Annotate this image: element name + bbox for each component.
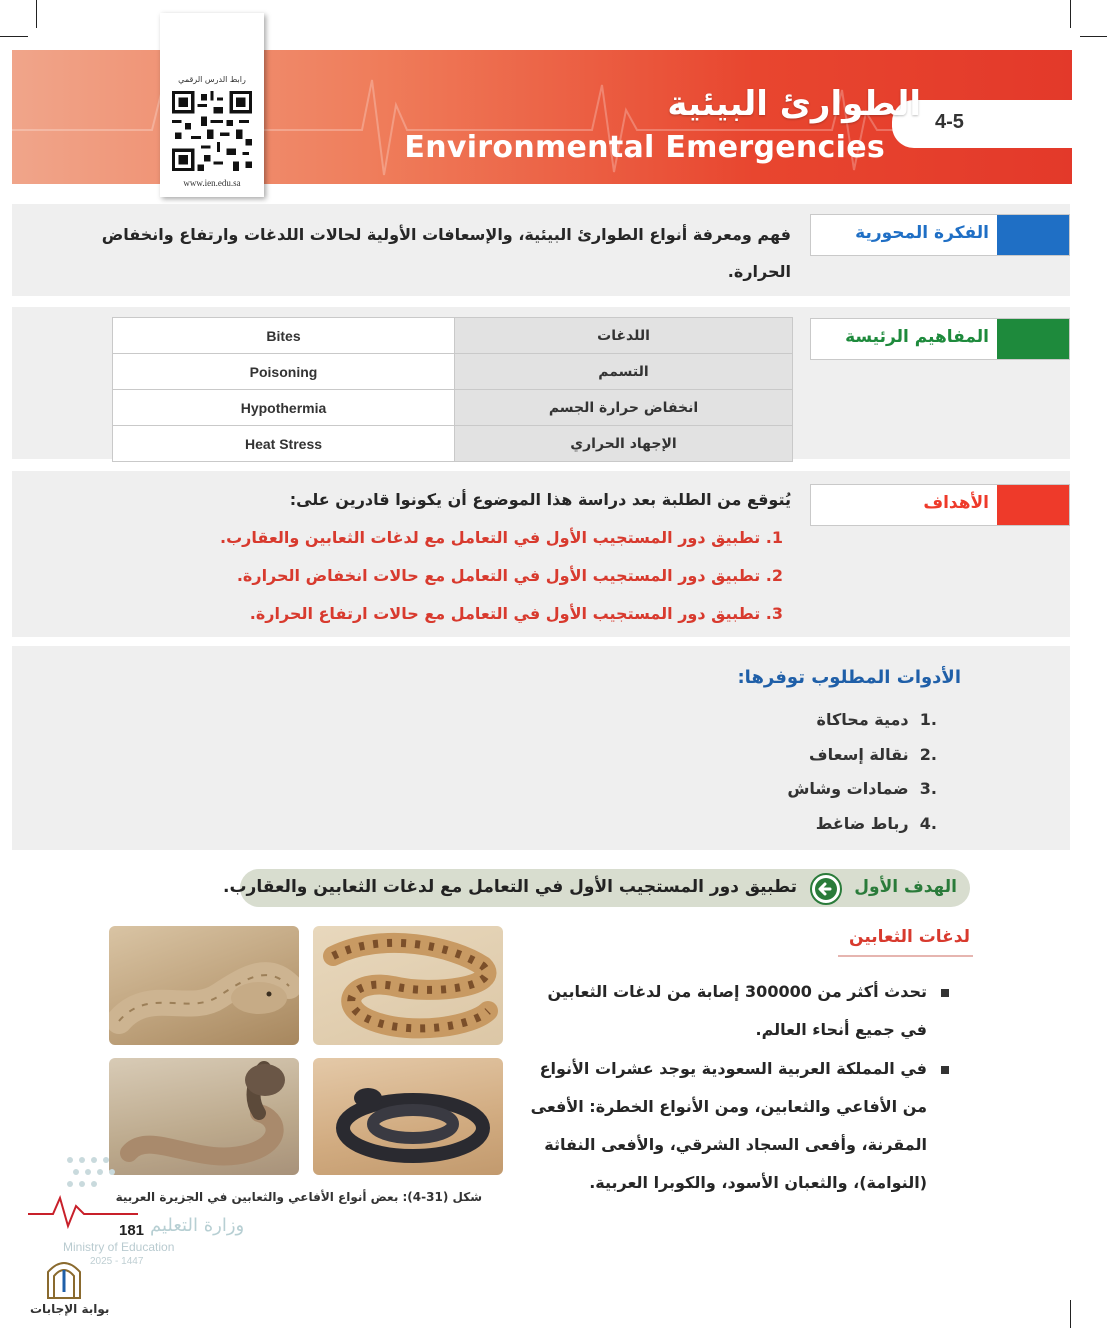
lesson-number: 4-5 <box>935 111 964 133</box>
concept-en: Bites <box>113 318 455 354</box>
objectives-color-tab <box>997 485 1069 525</box>
crop-mark <box>1070 0 1071 28</box>
ministry-name-arabic: وزارة التعليم <box>150 1215 245 1236</box>
page-title-arabic: الطوارئ البيئية <box>667 84 921 124</box>
concept-en: Poisoning <box>113 354 455 390</box>
tool-item <box>787 779 937 798</box>
tool-item <box>817 710 937 729</box>
bullet-text: المقرنة، وأفعى السجاد الشرقي، والأفعى النفاثة <box>544 1135 927 1154</box>
main-idea-color-tab <box>997 215 1069 255</box>
bullet-text: (النوامة)، والثعبان الأسود، والكوبرا العربية. <box>589 1173 927 1192</box>
crop-mark <box>1070 1300 1071 1328</box>
snake-icon <box>313 1058 503 1175</box>
bullet-text: من الأفاعي والثعابين، ومن الأنواع الخطرة: الأفعى <box>530 1097 927 1116</box>
qr-code-icon[interactable] <box>172 91 252 171</box>
tool-item <box>816 814 937 833</box>
main-idea-text-line2: الحرارة. <box>727 262 791 281</box>
key-concepts-table <box>112 317 793 462</box>
concept-ar: الإجهاد الحراري <box>455 426 793 462</box>
page-number: 181 <box>119 1222 145 1239</box>
page-title-english: Environmental Emergencies <box>404 130 885 165</box>
ministry-name-english: Ministry of Education <box>63 1240 175 1254</box>
concept-ar: انخفاض حرارة الجسم <box>455 390 793 426</box>
first-goal-text: تطبيق دور المستجيب الأول في التعامل مع لدغات الثعابين والعقارب. <box>223 877 797 897</box>
crop-mark <box>1080 36 1107 37</box>
qr-url[interactable]: www.ien.edu.sa <box>183 178 241 188</box>
crop-mark <box>36 0 37 28</box>
table-row <box>113 426 793 462</box>
snake-icon <box>109 926 299 1045</box>
concept-ar: التسمم <box>455 354 793 390</box>
tool-text: ضمادات وشاش <box>787 779 909 798</box>
bullet-text: في المملكة العربية السعودية يوجد عشرات الأنواع <box>539 1059 927 1078</box>
main-idea-label-box <box>810 214 1070 256</box>
carpet-viper-photo <box>313 926 503 1045</box>
footer-brand: بوابة الإجابات <box>30 1302 110 1316</box>
tool-item <box>809 745 937 764</box>
bullet-icon <box>941 1066 949 1074</box>
tools-title: الأدوات المطلوب توفرها: <box>737 667 961 688</box>
bullet-text: تحدث أكثر من 300000 إصابة من لدغات الثعابين <box>547 982 927 1001</box>
heading-underline <box>838 955 973 957</box>
tool-number: .3 <box>919 779 937 798</box>
ministry-year: 2025 - 1447 <box>90 1256 144 1267</box>
objective-item: 1. تطبيق دور المستجيب الأول في التعامل مع لدغات الثعابين والعقارب. <box>220 528 783 547</box>
qr-label: رابط الدرس الرقمي <box>178 75 246 84</box>
objectives-label-box <box>810 484 1070 526</box>
key-concepts-label: المفاهيم الرئيسة <box>845 327 989 347</box>
brand-logo-icon <box>44 1256 84 1300</box>
concept-ar: اللدغات <box>455 318 793 354</box>
bullet-icon <box>941 989 949 997</box>
first-goal-label: الهدف الأول <box>854 877 957 897</box>
table-row <box>113 390 793 426</box>
tool-number: .4 <box>919 814 937 833</box>
crop-mark <box>0 36 28 37</box>
tool-number: .1 <box>919 710 937 729</box>
snake-bites-heading: لدغات الثعابين <box>849 927 970 947</box>
tool-text: نقالة إسعاف <box>808 745 909 764</box>
table-row <box>113 354 793 390</box>
tool-text: دمية محاكاة <box>816 710 909 729</box>
key-concepts-color-tab <box>997 319 1069 359</box>
qr-card[interactable] <box>160 13 264 197</box>
snake-icon <box>313 926 503 1045</box>
concept-en: Heat Stress <box>113 426 455 462</box>
objectives-intro: يُتوقع من الطلبة بعد دراسة هذا الموضوع أن يكونوا قادرين على: <box>289 490 791 509</box>
bullet-text: في جميع أنحاء العالم. <box>755 1020 927 1039</box>
main-idea-text-line1: فهم ومعرفة أنواع الطوارئ البيئية، والإسعافات الأولية لحالات اللدغات وارتفاع وانخفاض <box>101 225 791 244</box>
black-desert-snake-photo <box>313 1058 503 1175</box>
tool-text: رباط ضاغط <box>815 814 909 833</box>
objective-item: 3. تطبيق دور المستجيب الأول في التعامل مع حالات ارتفاع الحرارة. <box>249 604 783 623</box>
concept-en: Hypothermia <box>113 390 455 426</box>
objective-item: 2. تطبيق دور المستجيب الأول في التعامل مع حالات انخفاض الحرارة. <box>236 566 783 585</box>
key-concepts-label-box <box>810 318 1070 360</box>
objectives-label: الأهداف <box>923 493 989 513</box>
arrow-left-icon <box>810 873 842 905</box>
table-row <box>113 318 793 354</box>
figure-caption: شكل (31-4): بعض أنواع الأفاعي والثعابين في الجزيرة العربية <box>115 1190 482 1204</box>
horned-viper-photo <box>109 926 299 1045</box>
tool-number: .2 <box>919 745 937 764</box>
main-idea-label: الفكرة المحورية <box>855 223 989 243</box>
